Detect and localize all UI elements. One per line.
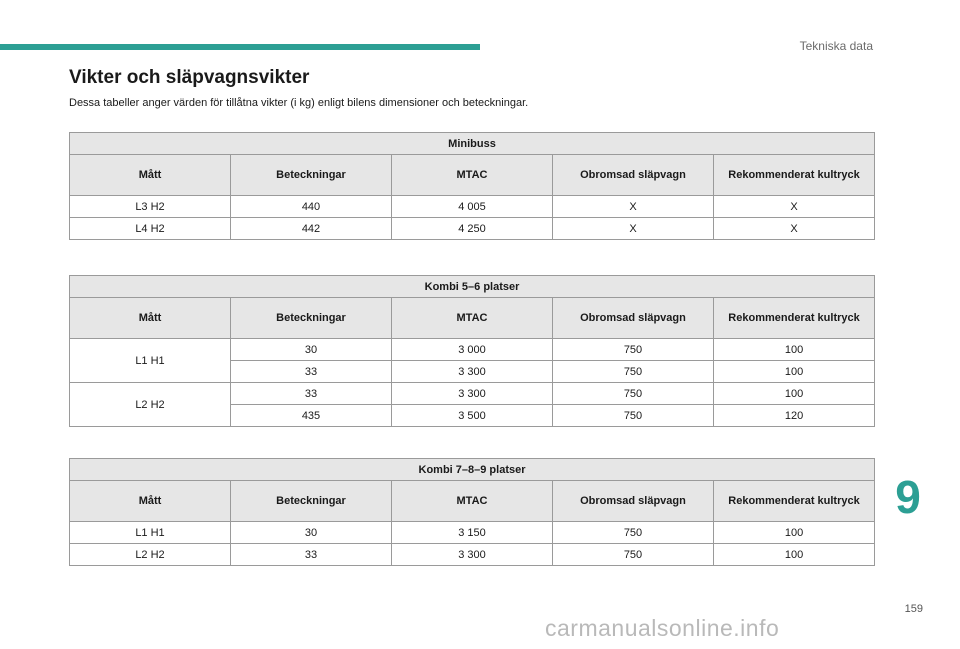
table-cell: 3 000 [392, 339, 553, 361]
table-cell: 435 [231, 405, 392, 427]
table-cell: L1 H1 [70, 522, 231, 544]
table-cell: 30 [231, 522, 392, 544]
table-cell: L4 H2 [70, 218, 231, 240]
column-header: MTAC [392, 155, 553, 196]
table-cell: 33 [231, 383, 392, 405]
table-row [70, 339, 875, 361]
table-cell: 120 [714, 405, 875, 427]
column-header: Obromsad släpvagn [553, 298, 714, 339]
table-cell: 750 [553, 544, 714, 566]
table-cell: 3 300 [392, 383, 553, 405]
page-title: Vikter och släpvagnsvikter [69, 67, 310, 88]
table-cell: 3 500 [392, 405, 553, 427]
column-header: Mått [70, 298, 231, 339]
table-cell: 100 [714, 383, 875, 405]
intro-text: Dessa tabeller anger värden för tillåtna vikter (i kg) enligt bilens dimensioner och beteckningar. [69, 97, 529, 109]
column-header: Beteckningar [231, 298, 392, 339]
table-row [70, 544, 875, 566]
table-cell: 3 150 [392, 522, 553, 544]
table-cell: X [714, 196, 875, 218]
chapter-number: 9 [895, 471, 921, 523]
table-row [70, 383, 875, 405]
column-header: Rekommenderat kultryck [714, 298, 875, 339]
table-kombi-5-6 [69, 275, 875, 427]
column-header: Mått [70, 481, 231, 522]
column-header: Rekommenderat kultryck [714, 481, 875, 522]
table-row [70, 196, 875, 218]
table-cell: 750 [553, 361, 714, 383]
table-cell: 100 [714, 339, 875, 361]
table-minibuss [69, 132, 875, 240]
column-header: Beteckningar [231, 481, 392, 522]
table-cell: 3 300 [392, 361, 553, 383]
table-cell: 442 [231, 218, 392, 240]
table-cell: 33 [231, 361, 392, 383]
table-cell: 750 [553, 383, 714, 405]
table-cell: 4 250 [392, 218, 553, 240]
column-header: Mått [70, 155, 231, 196]
chapter-color-bar [0, 44, 480, 50]
table-cell: L2 H2 [70, 544, 231, 566]
table-cell: 100 [714, 361, 875, 383]
table-cell: 100 [714, 544, 875, 566]
watermark: carmanualsonline.info [545, 615, 780, 641]
table-cell: 4 005 [392, 196, 553, 218]
table-row [70, 522, 875, 544]
column-header: Beteckningar [231, 155, 392, 196]
table-cell: 750 [553, 522, 714, 544]
table-caption: Kombi 7–8–9 platser [70, 459, 875, 481]
group-label: L1 H1 [70, 339, 231, 383]
column-header: Rekommenderat kultryck [714, 155, 875, 196]
table-caption: Kombi 5–6 platser [70, 276, 875, 298]
table-kombi-7-8-9 [69, 458, 875, 566]
table-cell: X [553, 218, 714, 240]
group-label: L2 H2 [70, 383, 231, 427]
table-row [70, 218, 875, 240]
table-caption: Minibuss [70, 133, 875, 155]
table-cell: 3 300 [392, 544, 553, 566]
table-cell: L3 H2 [70, 196, 231, 218]
table-cell: 440 [231, 196, 392, 218]
table-cell: 33 [231, 544, 392, 566]
table-cell: 100 [714, 522, 875, 544]
column-header: MTAC [392, 481, 553, 522]
table-cell: 750 [553, 405, 714, 427]
table-cell: X [553, 196, 714, 218]
column-header: MTAC [392, 298, 553, 339]
column-header: Obromsad släpvagn [553, 481, 714, 522]
section-label: Tekniska data [799, 39, 873, 53]
page-number: 159 [904, 603, 923, 615]
column-header: Obromsad släpvagn [553, 155, 714, 196]
table-cell: 750 [553, 339, 714, 361]
table-cell: 30 [231, 339, 392, 361]
table-cell: X [714, 218, 875, 240]
